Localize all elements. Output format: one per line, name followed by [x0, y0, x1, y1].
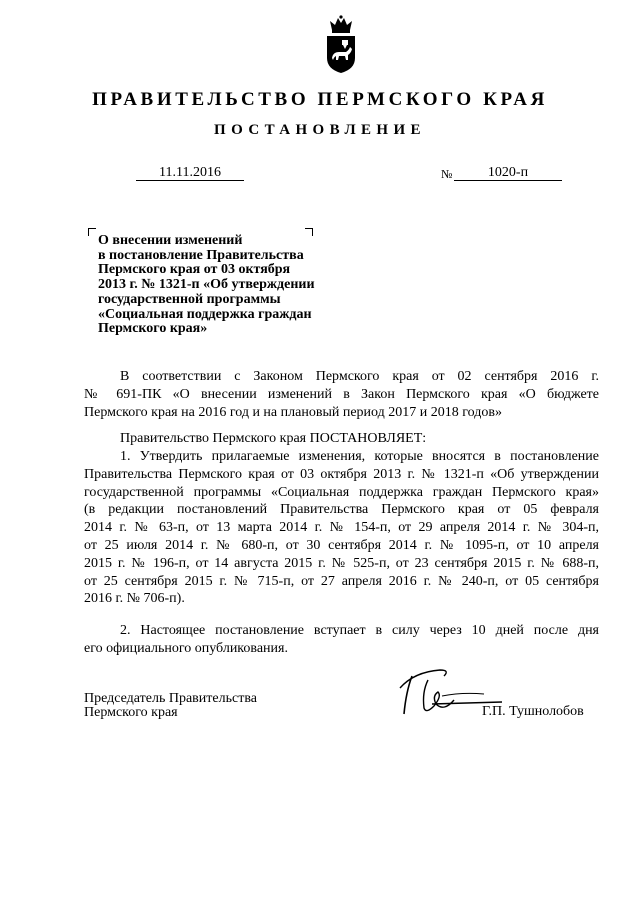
text-line: 2016 г. № 706-п).	[84, 591, 185, 607]
subject-corner-left	[88, 228, 96, 236]
clause-1-paragraph	[84, 448, 599, 608]
text-line: Пермского края на 2016 год и на плановый период 2017 и 2018 годов»	[84, 404, 502, 420]
text-line: 2014 г. № 63-п, от 13 марта 2014 г. № 154-п, от 29 апреля 2014 г. № 304-п,	[84, 520, 599, 536]
perm-krai-coat-of-arms-icon	[324, 14, 358, 74]
text-line: 1. Утвердить прилагаемые изменения, которые вносятся в постановление	[120, 449, 599, 464]
text-line: 2. Настоящее постановление вступает в силу через 10 дней после дня	[120, 623, 599, 638]
document-subject	[98, 234, 368, 337]
signer-title-line: Пермского края	[84, 705, 178, 720]
text-line: 2015 г. № 196-п, от 14 августа 2015 г. № 525-п, от 23 сентября 2015 г. № 688-п,	[84, 555, 599, 571]
clause-2-paragraph	[84, 622, 599, 658]
text-line: Правительство Пермского края ПОСТАНОВЛЯЕТ:	[120, 431, 427, 446]
text-line: государственной программы «Социальная поддержка граждан Пермского края»	[84, 484, 599, 500]
subject-line: «Социальная поддержка граждан	[98, 306, 312, 322]
document-number: 1020-п	[454, 165, 562, 181]
text-line: Правительства Пермского края от 03 октября 2013 г. № 1321-п «Об утверждении	[84, 466, 599, 482]
document-date: 11.11.2016	[136, 165, 244, 181]
signer-title	[84, 692, 257, 720]
preamble-paragraph	[84, 368, 599, 421]
subject-line: Пермского края»	[98, 321, 208, 337]
text-line: В соответствии с Законом Пермского края от 02 сентября 2016 г.	[120, 369, 599, 384]
text-line: от 25 сентября 2015 г. № 715-п, от 27 апреля 2016 г. № 240-п, от 05 сентября	[84, 573, 599, 589]
signer-name: Г.П. Тушнолобов	[482, 704, 584, 719]
subject-line: Пермского края от 03 октября	[98, 262, 291, 278]
text-line: (в редакции постановлений Правительства Пермского края от 05 февраля	[84, 502, 599, 518]
organization-title: ПРАВИТЕЛЬСТВО ПЕРМСКОГО КРАЯ	[92, 89, 548, 110]
subject-line: 2013 г. № 1321-п «Об утверждении	[98, 277, 315, 293]
subject-line: О внесении изменений	[98, 233, 243, 248]
number-sign: №	[441, 167, 453, 181]
document-type: ПОСТАНОВЛЕНИЕ	[214, 122, 426, 138]
text-line: № 691-ПК «О внесении изменений в Закон Пермского края «О бюджете	[84, 386, 599, 402]
text-line: от 25 июля 2014 г. № 680-п, от 30 сентября 2014 г. № 1095-п, от 10 апреля	[84, 537, 599, 553]
subject-line: в постановление Правительства	[98, 247, 304, 263]
text-line: его официального опубликования.	[84, 640, 288, 656]
resolution-paragraph	[84, 430, 599, 448]
subject-line: государственной программы	[98, 291, 281, 307]
signer-title-line: Председатель Правительства	[84, 691, 257, 706]
